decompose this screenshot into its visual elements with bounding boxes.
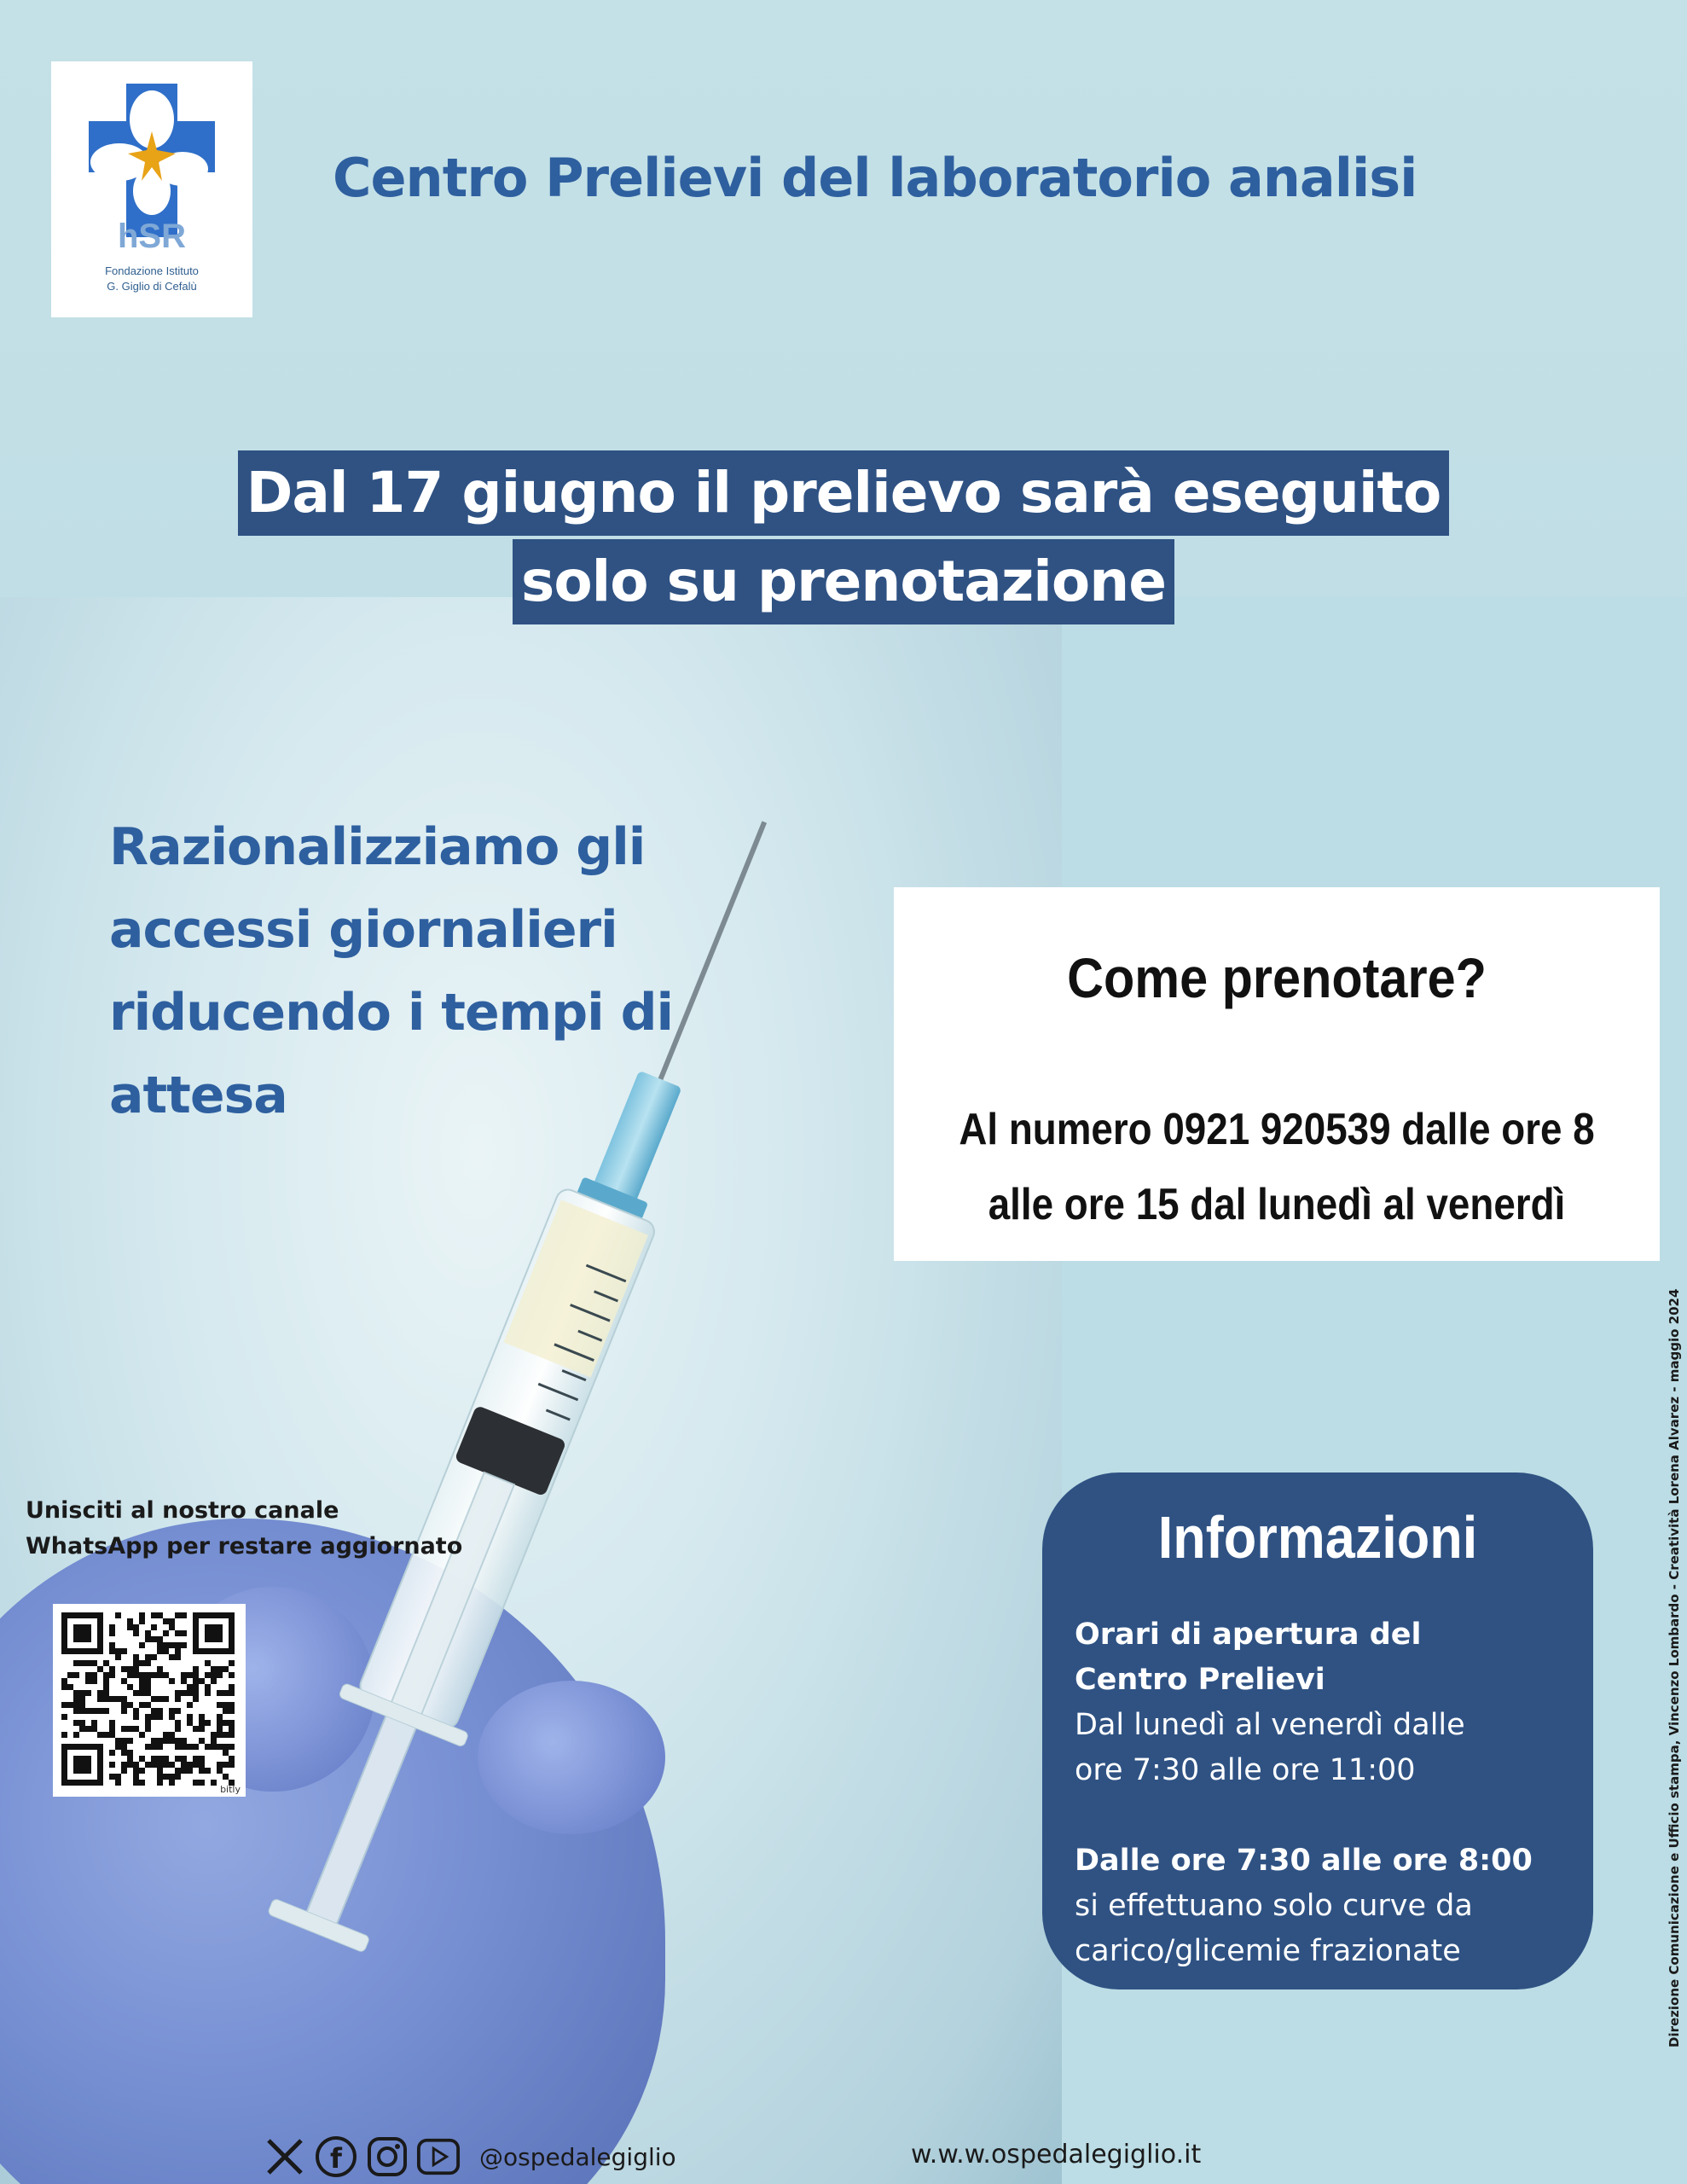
rationalization-message bbox=[109, 806, 757, 1137]
instagram-icon[interactable] bbox=[365, 2135, 409, 2179]
page-title: Centro Prelievi del laboratorio analisi bbox=[333, 147, 1417, 209]
social-handle[interactable]: @ospedalegiglio bbox=[479, 2142, 676, 2171]
credit-line: Direzione Comunicazione e Ufficio stampa, Vincenzo Lombardo - Creatività Lorena Alvarez - maggio 2024 bbox=[1667, 1288, 1682, 2048]
svg-text:f: f bbox=[330, 2142, 342, 2175]
logo-line-1: Fondazione Istituto bbox=[105, 264, 199, 277]
youtube-icon[interactable] bbox=[416, 2135, 461, 2179]
special-line-2: carico/glicemie frazionate bbox=[1075, 1934, 1461, 1968]
x-icon[interactable] bbox=[263, 2135, 307, 2179]
headline-line-2: solo su prenotazione bbox=[513, 539, 1174, 624]
special-line-1: si effettuano solo curve da bbox=[1075, 1889, 1473, 1923]
whatsapp-invite bbox=[26, 1493, 469, 1565]
whatsapp-line-2: WhatsApp per restare aggiornato bbox=[26, 1533, 463, 1560]
hours-line-1: Dal lunedì al venerdì dalle bbox=[1075, 1708, 1465, 1742]
booking-details bbox=[940, 1092, 1614, 1242]
svg-text:hSR: hSR bbox=[118, 218, 186, 255]
message-line-3: riducendo i tempi di bbox=[109, 983, 674, 1043]
hospital-logo bbox=[51, 61, 252, 317]
message-line-2: accessi giornalieri bbox=[109, 900, 617, 960]
message-line-1: Razionalizziamo gli bbox=[109, 817, 646, 877]
cross-flower-icon bbox=[51, 61, 252, 263]
info-panel bbox=[1042, 1472, 1593, 1989]
booking-line-2: alle ore 15 dal lunedì al venerdì bbox=[988, 1180, 1566, 1229]
info-body bbox=[1075, 1612, 1578, 1974]
qr-code-icon bbox=[53, 1604, 246, 1797]
hours-heading-2: Centro Prelievi bbox=[1075, 1663, 1325, 1697]
whatsapp-qr-code[interactable] bbox=[53, 1604, 246, 1797]
headline bbox=[0, 450, 1687, 624]
headline-line-1: Dal 17 giugno il prelievo sarà eseguito bbox=[238, 450, 1450, 536]
special-hours-heading: Dalle ore 7:30 alle ore 8:00 bbox=[1075, 1844, 1533, 1878]
social-links bbox=[263, 2133, 676, 2181]
hours-line-2: ore 7:30 alle ore 11:00 bbox=[1075, 1753, 1416, 1787]
website-link[interactable]: w.w.w.ospedalegiglio.it bbox=[911, 2140, 1202, 2169]
info-title: Informazioni bbox=[1157, 1504, 1478, 1571]
logo-line-2: G. Giglio di Cefalù bbox=[107, 280, 197, 293]
booking-title: Come prenotare? bbox=[1067, 946, 1487, 1009]
whatsapp-line-1: Unisciti al nostro canale bbox=[26, 1497, 339, 1524]
message-line-4: attesa bbox=[109, 1066, 287, 1125]
booking-line-1: Al numero 0921 920539 dalle ore 8 bbox=[959, 1105, 1595, 1154]
facebook-icon[interactable] bbox=[314, 2135, 358, 2179]
qr-label: bitly bbox=[220, 1784, 241, 1795]
hours-heading-1: Orari di apertura del bbox=[1075, 1618, 1422, 1652]
booking-box bbox=[894, 887, 1660, 1261]
